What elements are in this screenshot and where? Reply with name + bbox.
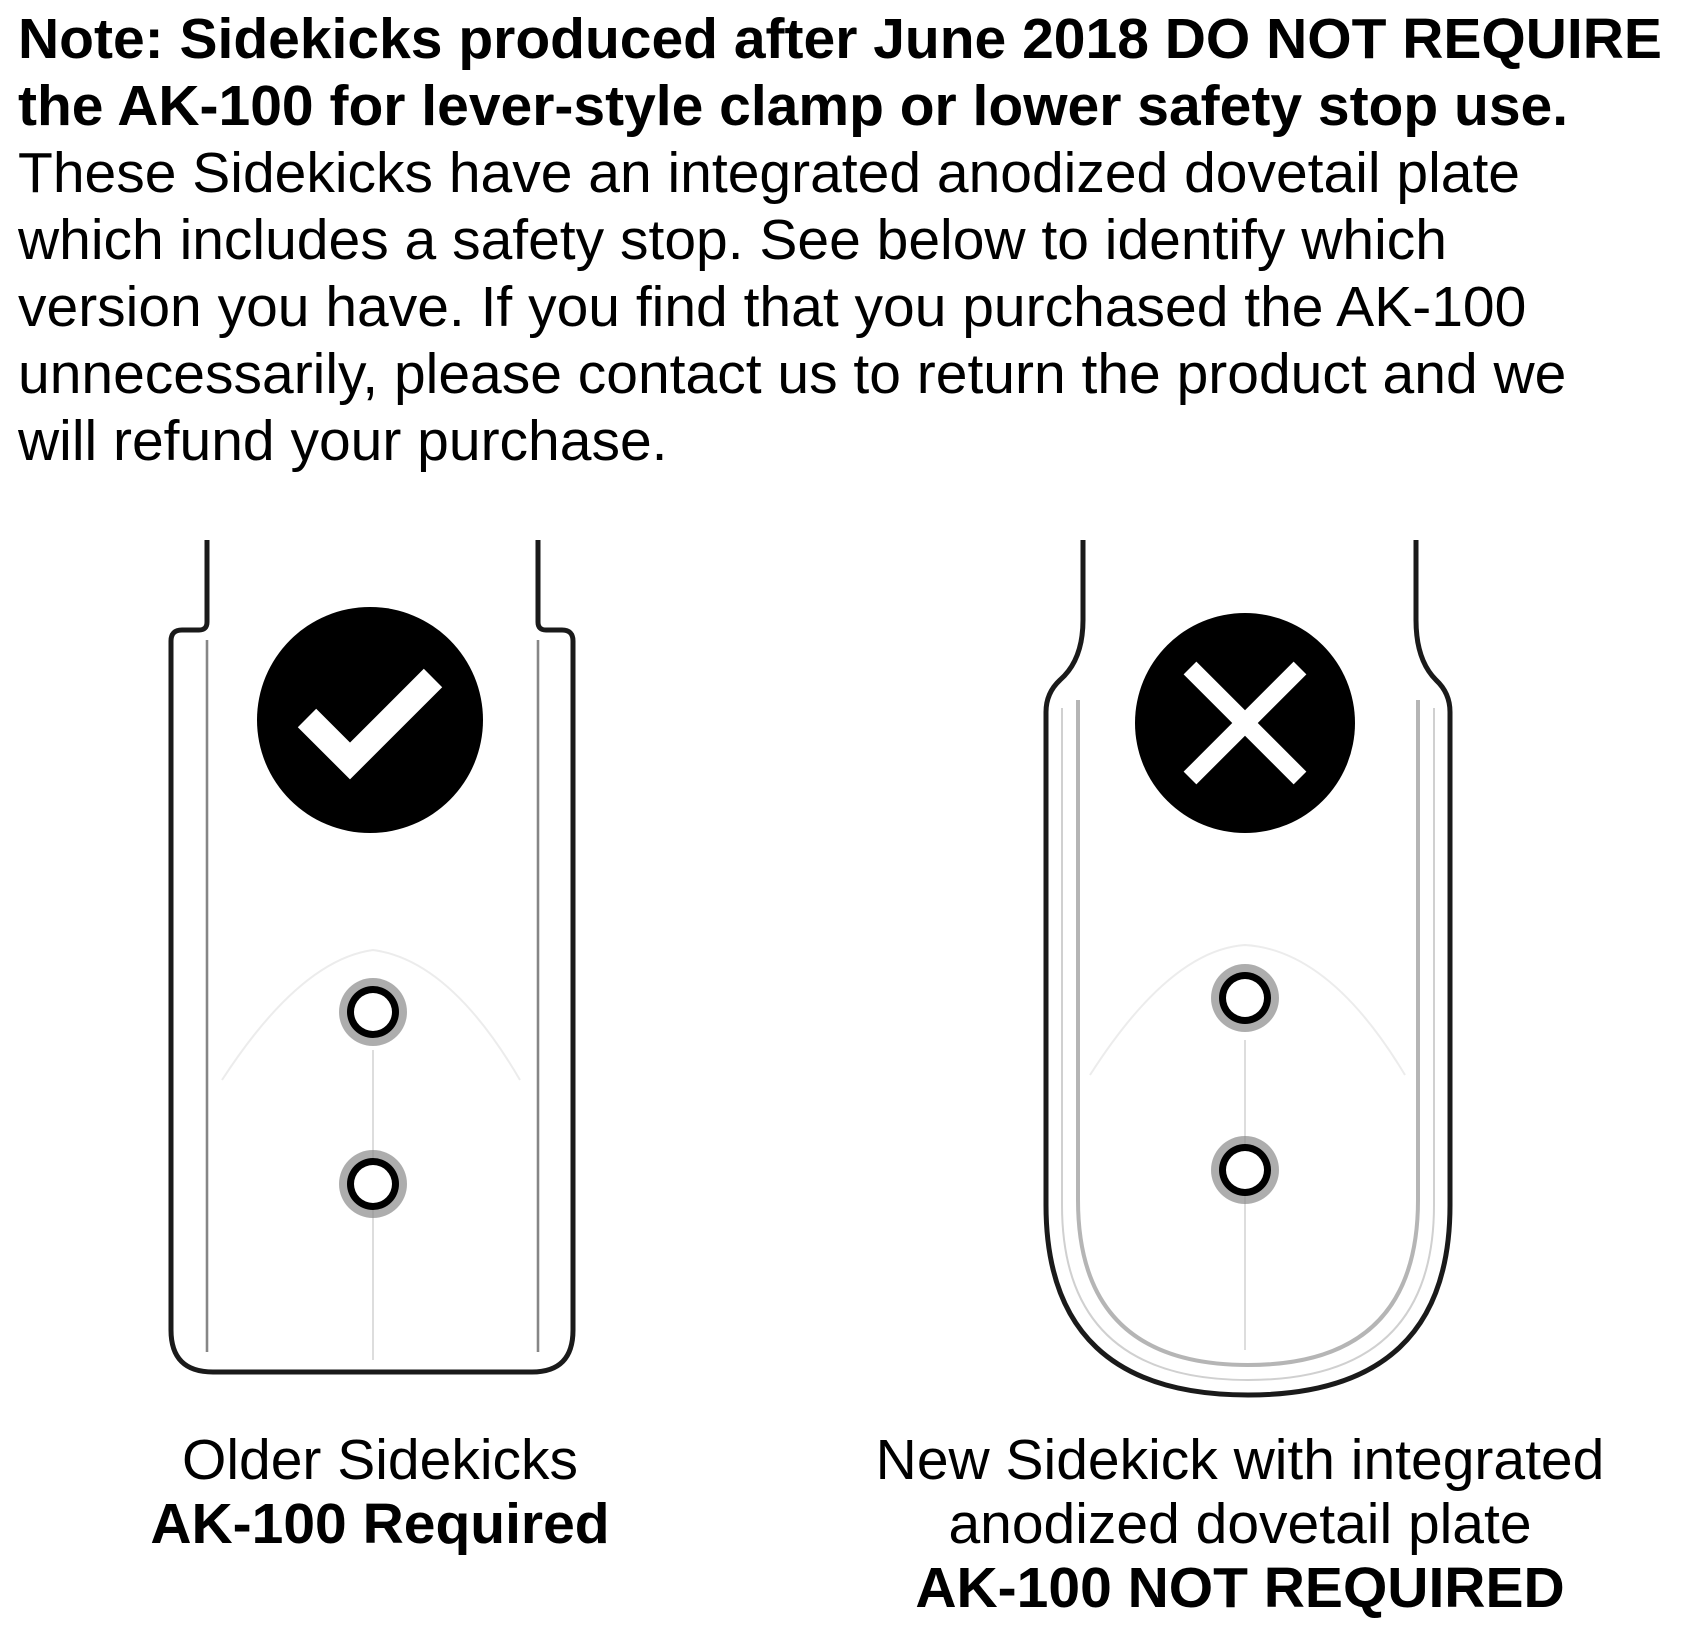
note-body-line-2: which includes a safety stop. See below to identify which: [18, 208, 1447, 272]
note-body-line-4: unnecessarily, please contact us to return the product and we: [18, 342, 1567, 406]
new-caption-requirement: AK-100 NOT REQUIRED: [915, 1556, 1565, 1620]
x-mark-icon: [1135, 613, 1355, 833]
new-sidekick-drawing: [1046, 540, 1450, 1395]
new-caption-title: New Sidekick with integrated: [875, 1428, 1605, 1492]
sidekick-comparison-illustration: [0, 520, 1704, 1420]
note-text-block: [18, 6, 1698, 475]
older-mount-hole-bottom: [339, 1150, 407, 1218]
new-mount-hole-top: [1211, 964, 1279, 1032]
new-caption-subtitle: anodized dovetail plate: [948, 1492, 1532, 1556]
new-sidekick-caption: [790, 1428, 1690, 1620]
checkmark-icon: [257, 607, 483, 833]
note-body-line-5: will refund your purchase.: [18, 409, 668, 473]
note-body-line-1: These Sidekicks have an integrated anodized dovetail plate: [18, 141, 1520, 205]
note-bold-line-1: Note: Sidekicks produced after June 2018 DO NOT REQUIRE: [18, 7, 1662, 71]
note-bold-line-2: the AK-100 for lever-style clamp or lower safety stop use.: [18, 74, 1569, 138]
older-sidekick-drawing: [171, 540, 573, 1372]
older-sidekick-caption: [60, 1428, 700, 1556]
new-mount-hole-bottom: [1211, 1136, 1279, 1204]
note-body-line-3: version you have. If you find that you purchased the AK-100: [18, 275, 1527, 339]
older-caption-title: Older Sidekicks: [182, 1428, 578, 1492]
older-caption-requirement: AK-100 Required: [150, 1492, 610, 1556]
older-mount-hole-top: [339, 978, 407, 1046]
